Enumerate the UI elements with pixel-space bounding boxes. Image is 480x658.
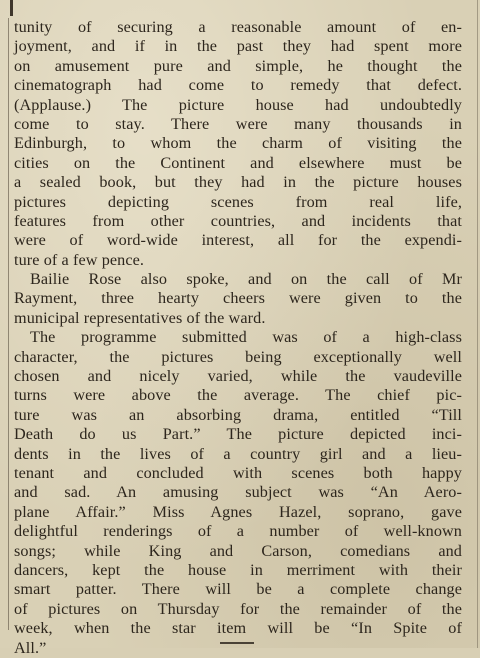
article-body: [14, 18, 462, 658]
text-line: on amusement pure and simple, he thought the: [14, 56, 462, 75]
text-line: character, the pictures being exceptionally well: [14, 347, 462, 366]
text-line: Death do us Part.” The picture depicted inci-: [14, 425, 462, 444]
text-line: cinematograph had come to remedy that defect.: [14, 76, 462, 95]
text-line: a sealed book, but they had in the picture houses: [14, 173, 462, 192]
text-line: week, when the star item will be “In Spite of: [14, 619, 462, 638]
text-line: of pictures on Thursday for the remainder of the: [14, 599, 462, 618]
column-end-rule: [220, 642, 254, 644]
text-line: chosen and nicely varied, while the vaudeville: [14, 367, 462, 386]
column-rule-left: [8, 18, 9, 630]
text-line: delightful renderings of a number of well-known: [14, 522, 462, 541]
text-line: dents in the lives of a country girl and a lieu-: [14, 444, 462, 463]
column-rule-right: [477, 0, 478, 648]
text-line: turns were above the average. The chief pic-: [14, 386, 462, 405]
text-line: joyment, and if in the past they had spent more: [14, 37, 462, 56]
text-line: ture was an absorbing drama, entitled “Till: [14, 405, 462, 424]
text-line: All.”: [14, 638, 47, 657]
top-edge-mark: [10, 0, 13, 16]
text-line: Bailie Rose also spoke, and on the call of Mr: [30, 270, 462, 289]
text-line: ture of a few pence.: [14, 250, 145, 269]
text-line: and sad. An amusing subject was “An Aero-: [14, 483, 462, 502]
text-line: features from other countries, and incidents that: [14, 211, 462, 230]
text-line: songs; while King and Carson, comedians and: [14, 541, 462, 560]
text-line: The programme submitted was of a high-class: [30, 328, 462, 347]
text-line: dancers, kept the house in merriment with their: [14, 560, 462, 579]
text-line: tunity of securing a reasonable amount of en-: [14, 18, 462, 36]
text-line: tenant and concluded with scenes both happy: [14, 463, 462, 482]
text-line: plane Affair.” Miss Agnes Hazel, soprano, gave: [14, 502, 462, 521]
text-line: come to stay. There were many thousands in: [14, 114, 462, 133]
text-line: municipal representatives of the ward.: [14, 308, 266, 327]
text-line: were of word-wide interest, all for the expendi-: [14, 231, 462, 250]
text-line: Rayment, three hearty cheers were given to the: [14, 289, 462, 308]
text-line: smart patter. There will be a complete change: [14, 580, 462, 599]
text-line: (Applause.) The picture house had undoubtedly: [14, 95, 462, 114]
text-line: Edinburgh, to whom the charm of visiting the: [14, 134, 462, 153]
text-line: cities on the Continent and elsewhere must be: [14, 153, 462, 172]
text-line: pictures depicting scenes from real life,: [14, 192, 462, 211]
